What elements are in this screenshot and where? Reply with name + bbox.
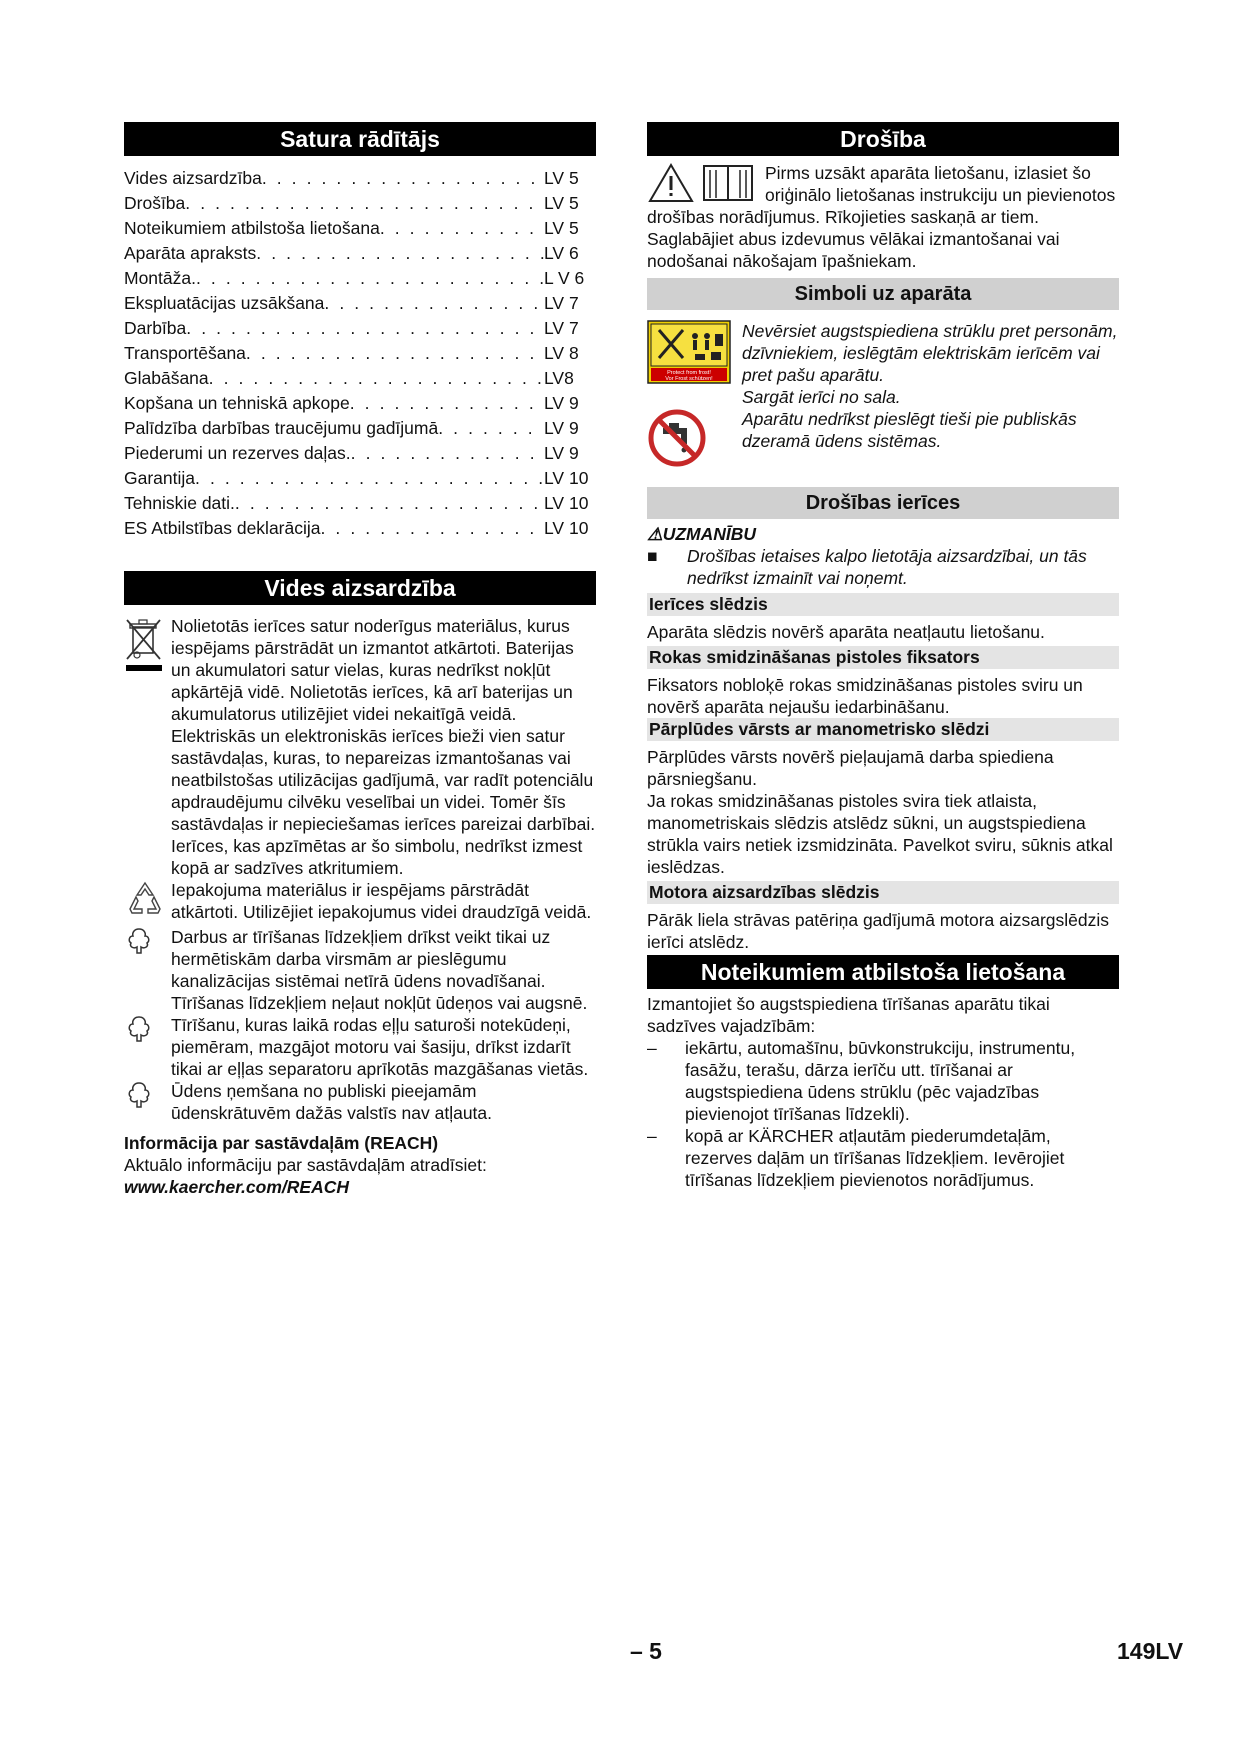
switch-text: Aparāta slēdzis novērš aparāta neatļautu lietošanu.	[647, 622, 1045, 642]
symbol1-text2: Sargāt ierīci no sala.	[742, 387, 901, 407]
toc-leader	[438, 416, 544, 441]
toc-page: LV 10	[544, 493, 589, 513]
usage-item-1-text: iekārtu, automašīnu, būvkonstrukciju, instrumentu, fasāžu, terašu, dārza ierīču utt. tīrīšanai ar augstspiediena ūdens strūklu (pēc vajadzības pievienojot tīrīšanas līdzekli).	[685, 1038, 1076, 1124]
toc-leader	[185, 191, 544, 216]
toc-row[interactable]	[124, 341, 596, 366]
toc-list	[124, 166, 596, 541]
toc-leader	[324, 291, 544, 316]
toc-row[interactable]	[124, 441, 596, 466]
toc-title: Drošība	[124, 193, 186, 213]
toc-row[interactable]	[124, 466, 596, 491]
toc-row[interactable]	[124, 366, 596, 391]
jet-warning-sticker-icon	[647, 320, 731, 384]
toc-leader	[186, 316, 544, 341]
toc-leader	[256, 241, 544, 266]
usage-item-1	[647, 1037, 1119, 1125]
motor-subheading: Motora aizsardzības slēdzis	[647, 881, 1119, 904]
cleaning-agents-block	[124, 926, 596, 1014]
toc-page: LV 7	[544, 293, 579, 313]
toc-page: LV 10	[544, 468, 589, 488]
toc-page: LV 5	[544, 168, 579, 188]
toc-leader	[380, 216, 544, 241]
toc-title: Kopšana un tehniskā apkope	[124, 393, 350, 413]
toc-leader	[246, 341, 544, 366]
lock-text: Fiksators nobloķē rokas smidzināšanas pistoles sviru un novērš aparāta nejaušu iedarbināšanu.	[647, 675, 1083, 717]
dash-marker: –	[647, 1126, 657, 1146]
toc-title: Transportēšana	[124, 343, 246, 363]
left-column	[124, 122, 596, 1198]
weee-text: Nolietotās ierīces satur noderīgus materiālus, kurus iespējams pārstrādāt un izmantot atkārtoti. Baterijas un akumulatori satur vielas, kuras nedrīkst nokļūt apkārtējā vidē. Nolietotās ierīces, kā arī baterijas un akumulatorus utilizējiet videi nekaitīgā veidā.	[171, 616, 574, 724]
toc-page: LV 6	[544, 243, 579, 263]
toc-row[interactable]	[124, 216, 596, 241]
toc-row[interactable]	[124, 391, 596, 416]
caution-label	[647, 523, 1119, 545]
page-number: – 5	[630, 1638, 662, 1664]
usage-item-2	[647, 1125, 1119, 1191]
oil-block	[124, 1014, 596, 1080]
manual-book-icon	[700, 162, 756, 204]
cleaning-agents-text: Darbus ar tīrīšanas līdzekļiem drīkst veikt tikai uz hermētiskām darba virsmām ar pieslēgumu kanalizācijas sistēmai netīrā ūdens novadīšanai. Tīrīšanas līdzekļiem neļaut nokļūt ūdeņos vai augsnē.	[171, 927, 588, 1013]
toc-leader	[262, 166, 544, 191]
switch-subheading: Ierīces slēdzis	[647, 593, 1119, 616]
toc-title: Darbība	[124, 318, 187, 338]
usage-intro: Izmantojiet šo augstspiediena tīrīšanas aparātu tikai sadzīves vajadzībām:	[647, 994, 1050, 1036]
toc-row[interactable]	[124, 166, 596, 191]
toc-leader	[209, 366, 544, 391]
symbol1-text: Nevērsiet augstspiediena strūklu pret personām, dzīvniekiem, ieslēgtām elektriskām ierīcēm vai pret pašu aparātu.	[742, 321, 1118, 385]
toc-page: LV8	[544, 368, 574, 388]
symbol2-text: Aparātu nedrīkst pieslēgt tieši pie publiskās dzeramā ūdens sistēmas.	[742, 409, 1077, 451]
caution-item	[647, 545, 1119, 589]
valve-text-1: Pārplūdes vārsts novērš pieļaujamā darba spiediena pārsniegšanu.	[647, 747, 1054, 789]
toc-leader	[351, 441, 544, 466]
toc-title: Montāža.	[124, 268, 196, 288]
square-bullet-icon: ■	[647, 546, 658, 566]
no-drinking-water-icon	[647, 408, 707, 468]
toc-page: LV 9	[544, 418, 579, 438]
env-heading: Vides aizsardzība	[124, 571, 596, 605]
recycling-icon	[124, 879, 166, 921]
dash-marker: –	[647, 1038, 657, 1058]
toc-leader	[321, 516, 545, 541]
toc-leader	[350, 391, 544, 416]
toc-title: Tehniskie dati.	[124, 493, 235, 513]
toc-title: Vides aizsardzība	[124, 168, 262, 188]
lock-subheading: Rokas smidzināšanas pistoles fiksators	[647, 646, 1119, 669]
usage-heading: Noteikumiem atbilstoša lietošana	[647, 955, 1119, 989]
symbol1-block	[647, 320, 1119, 408]
motor-text: Pārāk liela strāvas patēriņa gadījumā motora aizsargslēdzis ierīci atslēdz.	[647, 910, 1110, 952]
toc-title: Noteikumiem atbilstoša lietošana	[124, 218, 380, 238]
toc-leader	[195, 466, 544, 491]
warning-triangle-icon	[647, 162, 695, 204]
toc-page: LV 5	[544, 193, 579, 213]
toc-title: ES Atbilstības deklarācija	[124, 518, 321, 538]
toc-title: Glabāšana	[124, 368, 209, 388]
valve-subheading: Pārplūdes vārsts ar manometrisko slēdzi	[647, 718, 1119, 741]
toc-leader	[235, 491, 544, 516]
toc-row[interactable]	[124, 416, 596, 441]
toc-row[interactable]	[124, 191, 596, 216]
page-code: 149LV	[1117, 1638, 1184, 1664]
caution-item-text: Drošības ietaises kalpo lietotāja aizsardzībai, un tās nedrīkst izmainīt vai noņemt.	[687, 546, 1087, 588]
electronics-text: Elektriskās un elektroniskās ierīces bieži vien satur sastāvdaļas, kuras, to nepareizas izmantošanas vai neatbilstošas utilizācijas gadījumā, var radīt potenciālu apdraudējumu cilvēku veselībai un videi. Tomēr šīs sastāvdaļas ir nepieciešamas ierīces pareizai darbībai. Ierīces, kas apzīmētas ar šo simbolu, nedrīkst izmest kopā ar sadzīves atkritumiem.	[171, 726, 596, 878]
safety-intro-text: Pirms uzsākt aparāta lietošanu, izlasiet šo oriģinālo lietošanas instrukciju un pievienotos drošības norādījumus. Rīkojieties saskaņā ar tiem. Saglabājiet abus izdevumus vēlākai izmantošanai vai nodošanai nākošajam īpašniekam.	[647, 163, 1116, 271]
reach-title: Informācija par sastāvdaļām (REACH)	[124, 1133, 439, 1153]
toc-page: LV 8	[544, 343, 579, 363]
tree-icon	[124, 926, 154, 956]
toc-page: L V 6	[544, 268, 585, 288]
toc-row[interactable]	[124, 316, 596, 341]
toc-row[interactable]	[124, 516, 596, 541]
toc-row[interactable]	[124, 291, 596, 316]
caution-icon: ⚠	[647, 524, 663, 544]
valve-text-2: Ja rokas smidzināšanas pistoles svira tiek atlaista, manometriskais slēdzis atslēdz sūkni, un augstspiediena strūkla vairs netiek izsmidzināta. Pavelkot sviru, sūknis atkal ieslēdzas.	[647, 791, 1113, 877]
toc-row[interactable]	[124, 241, 596, 266]
toc-title: Aparāta apraksts	[124, 243, 257, 263]
toc-page: LV 10	[544, 518, 589, 538]
toc-page: LV 7	[544, 318, 579, 338]
toc-title: Piederumi un rezerves daļas.	[124, 443, 351, 463]
toc-title: Ekspluatācijas uzsākšana	[124, 293, 325, 313]
oil-text: Tīrīšanu, kuras laikā rodas eļļu saturoši notekūdeņi, piemēram, mazgājot motoru vai šasiju, drīkst izdarīt tikai ar eļļas separatoru aprīkotās mazgāšanas vietās.	[171, 1015, 589, 1079]
packaging-text: Iepakojuma materiālus ir iespējams pārstrādāt atkārtoti. Utilizējiet iepakojumus videi draudzīgā veidā.	[171, 880, 592, 922]
right-column	[647, 122, 1119, 1191]
sticker-label-2: Vor Frost schützen!	[665, 376, 713, 382]
crossed-bin-icon	[124, 615, 164, 675]
devices-heading: Drošības ierīces	[647, 487, 1119, 519]
toc-page: LV 9	[544, 443, 579, 463]
weee-block	[124, 615, 596, 879]
reach-link[interactable]: www.kaercher.com/REACH	[124, 1177, 349, 1197]
safety-heading: Drošība	[647, 122, 1119, 156]
toc-row[interactable]	[124, 266, 596, 291]
toc-title: Garantija	[124, 468, 196, 488]
sticker-label-1: Protect from frost!	[667, 370, 711, 376]
symbols-heading: Simboli uz aparāta	[647, 278, 1119, 310]
water-text: Ūdens ņemšana no publiski pieejamām ūdenskrātuvēm dažās valstīs nav atļauta.	[171, 1081, 493, 1123]
toc-page: LV 9	[544, 393, 579, 413]
toc-row[interactable]	[124, 491, 596, 516]
toc-heading: Satura rādītājs	[124, 122, 596, 156]
safety-intro-block	[647, 162, 1119, 272]
warning-book-icons	[647, 162, 765, 206]
caution-text-label: UZMANĪBU	[662, 524, 757, 544]
toc-title: Palīdzība darbības traucējumu gadījumā	[124, 418, 439, 438]
tree-icon	[124, 1080, 154, 1110]
tree-icon	[124, 1014, 154, 1044]
reach-text: Aktuālo informāciju par sastāvdaļām atradīsiet:	[124, 1155, 487, 1175]
usage-item-2-text: kopā ar KÄRCHER atļautām piederumdetaļām, rezerves daļām un tīrīšanas līdzekļiem. Ievērojiet tīrīšanas līdzekļiem pievienotos norādījumus.	[685, 1126, 1065, 1190]
packaging-block	[124, 879, 596, 926]
toc-leader	[196, 266, 544, 291]
toc-page: LV 5	[544, 218, 579, 238]
symbol2-block	[647, 408, 1119, 473]
water-block	[124, 1080, 596, 1124]
